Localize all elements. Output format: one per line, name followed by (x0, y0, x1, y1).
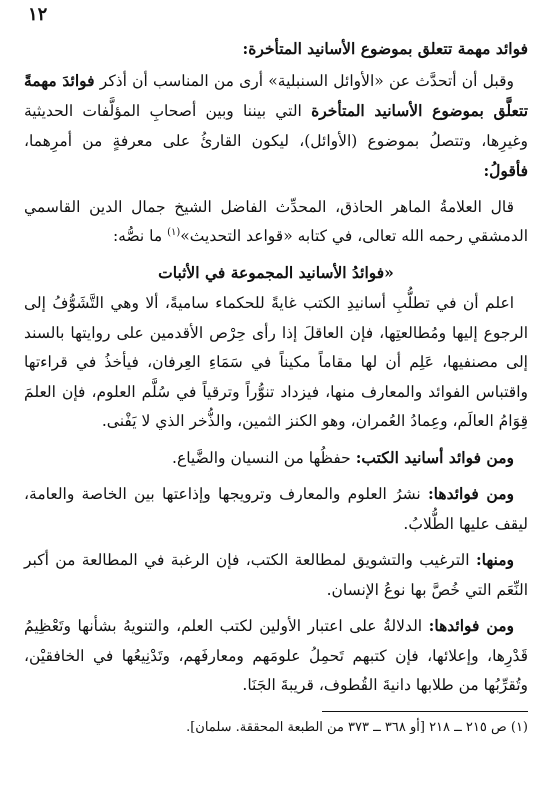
benefit-label: ومن فوائدها: (428, 616, 514, 635)
footnote-marker[interactable]: (١) (167, 226, 181, 238)
paragraph-benefit-2 (24, 479, 528, 539)
paragraph-text: حفظُها من النسيان والضَّياع. (172, 448, 356, 467)
paragraph-benefit-3 (24, 545, 528, 605)
paragraph-text: الدلالةُ على اعتبار الأولين لكتب العلم، والتنويهُ بشأنها وتَعْظِيمُ قَدْرِها، وإعلائها، فإن كتبهم تَحمِلُ علومَهم ومعارفَهم، وتَدْنِيعُها في الخافقيْن، وتُقرِّبُها من طلابها دانيةَ القُطوف، قريبةَ الجَنَا. (24, 617, 528, 694)
quote-heading: «فوائدُ الأسانيد المجموعة في الأثبات (158, 262, 394, 282)
section-heading: فوائد مهمة تتعلق بموضوع الأسانيد المتأخرة: (242, 39, 528, 58)
footnote-divider (322, 711, 528, 712)
paragraph-intro (24, 66, 528, 187)
benefit-label: ومن فوائدها: (427, 484, 515, 503)
page-number: ١٢ (28, 4, 48, 25)
paragraph-bold-text: فأقولُ: (483, 161, 528, 180)
paragraph-text: قال العلامةُ الماهر الحاذق، المحدِّث الفاضل الشيخ جمال الدين القاسمي الدمشقي رحمه الله تعالى، في كتابه «قواعد التحديث» (24, 197, 528, 245)
paragraph-quote-intro (24, 193, 528, 252)
paragraph-text: التي بيننا وبين أصحابِ المؤلَّفات الحديثية وغيرِها، وتتصلُ بموضوع (الأوائل)، ليكون القارئُ على معرفةٍ من أمرِهما، (24, 102, 528, 150)
paragraph-text: ما نصُّه: (112, 227, 168, 245)
paragraph-benefit-1 (24, 443, 528, 474)
benefit-label: ومن فوائد أسانيد الكتب: (355, 447, 514, 467)
paragraph-text: وقبل أن أتحدَّث عن «الأوائل السنبلية» أرى من المناسب أن أذكر (94, 71, 514, 90)
paragraph-text: الترغيب والتشويق لمطالعة الكتب، فإن الرغبة في المطالعة من أكبر النِّعَم التي خُصَّ بها نوعُ الإنسان. (24, 551, 528, 599)
benefit-label: ومنها: (475, 550, 514, 569)
paragraph-benefit-4 (24, 611, 528, 701)
page-body (24, 34, 528, 701)
paragraph-bold-text: فوائدَ مهمةً تتعلَّق بموضوع الأسانيد المتأخرة (24, 70, 529, 120)
footnote: (١) ص ٢١٥ ــ ٢١٨ [أو ٣٦٨ ــ ٣٧٣ من الطبعة المحققة. سلمان]. (186, 719, 528, 735)
paragraph-quote-body: اعلم أن في تطلُّبِ أسانيدِ الكتب غايةً للحكماء ساميةً، ألا وهي التَّشَوُّفُ إلى الرجوع إليها ومُطالعتِها، فإن العاقلَ إذا رأى حِرْص الأقدمين على روايتها بالسند إلى مصنفيها، عَلِم أن لها مقاماً مكيناً في سَمَاءِ العِرفان، فيأخذُ في قراءتها واقتباس الفوائد والمعارف منها، فيزداد تنوُّراً وترقياً في سُلَّم العلوم، فإن العلمَ قِوَامُ العالَم، وعِمادُ العُمران، وهو الكنز الثمين، والذُّخر الذي لا يَفْنى. (24, 294, 528, 430)
paragraph-text: نشرُ العلوم والمعارف وترويجها وإذاعتها بين الخاصة والعامة، ليقف عليها الطُّلابُ. (24, 485, 528, 533)
